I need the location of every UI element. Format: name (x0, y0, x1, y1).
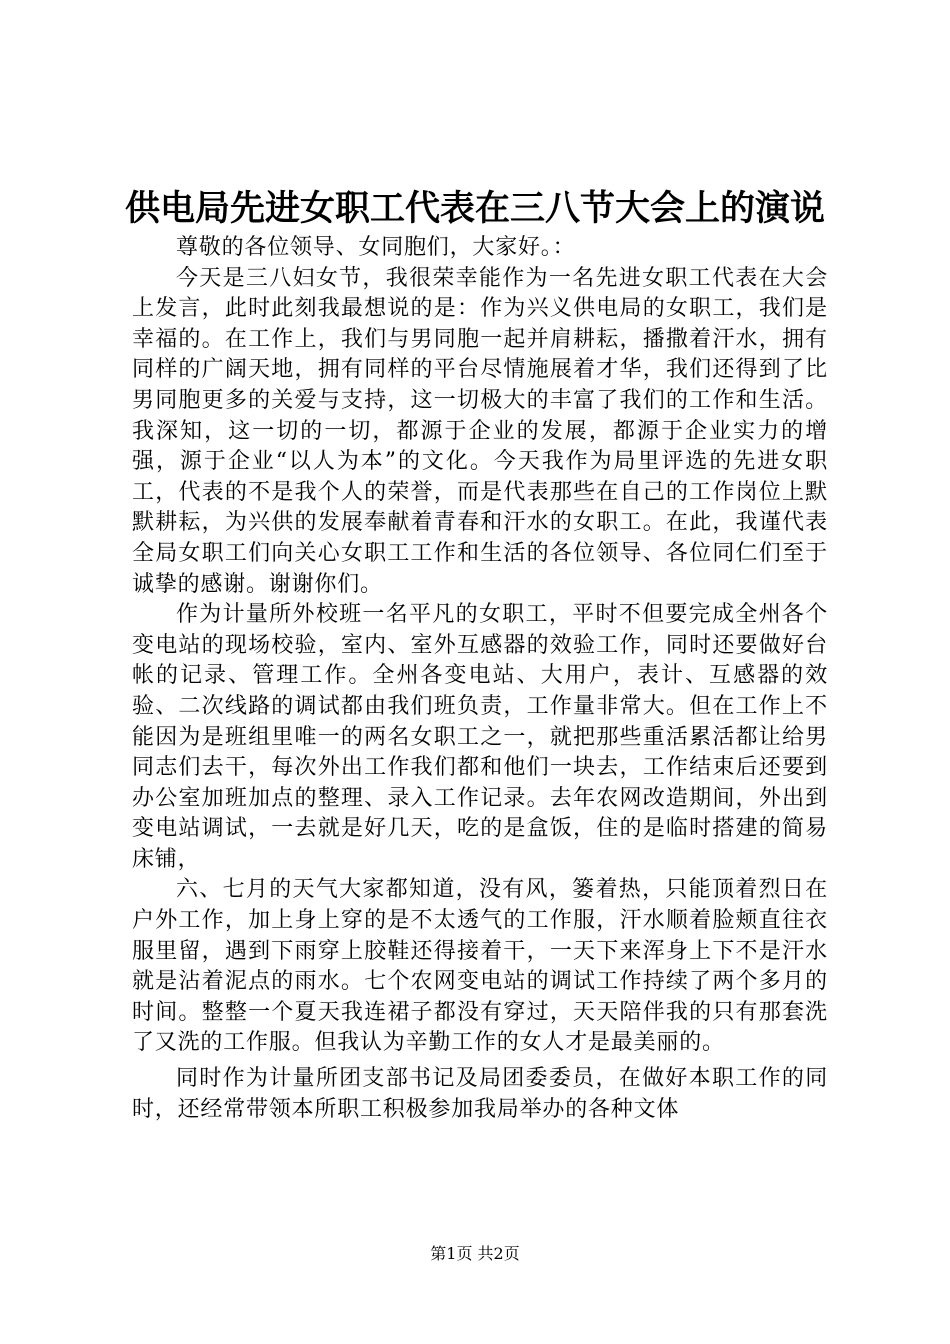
paragraph-intro: 今天是三八妇女节，我很荣幸能作为一名先进女职工代表在大会上发言，此时此刻我最想说的是：作为兴义供电局的女职工，我们是幸福的。在工作上，我们与男同胞一起并肩耕耘，播撒着汗水，拥有同样的广阔天地，拥有同样的平台尽情施展着才华，我们还得到了比男同胞更多的关爱与支持，这一切极大的丰富了我们的工作和生活。我深知，这一切的一切，都源于企业的发展，都源于企业实力的增强，源于企业“以人为本”的文化。今天我作为局里评选的先进女职工，代表的不是我个人的荣誉，而是代表那些在自己的工作岗位上默默耕耘，为兴供的发展奉献着青春和汗水的女职工。在此，我谨代表全局女职工们向关心女职工工作和生活的各位领导、各位同仁们至于诚挚的感谢。谢谢你们。 (132, 265, 828, 597)
paragraph-greeting: 尊敬的各位领导、女同胞们，大家好。： (176, 235, 576, 260)
document-body (132, 233, 828, 1125)
document-title: 供电局先进女职工代表在三八节大会上的演说 (124, 188, 825, 229)
paragraph-league: 同时作为计量所团支部书记及局团委委员，在做好本职工作的同时，还经常带领本所职工积极参加我局举办的各种文体 (132, 1066, 828, 1122)
paragraph-work: 作为计量所外校班一名平凡的女职工，平时不但要完成全州各个变电站的现场校验，室内、室外互感器的效验工作，同时还要做好台帐的记录、管理工作。全州各变电站、大用户，表计、互感器的效验、二次线路的调试都由我们班负责，工作量非常大。但在工作上不能因为是班组里唯一的两名女职工之一，就把那些重活累活都让给男同志们去干，每次外出工作我们都和他们一块去，工作结束后还要到办公室加班加点的整理、录入工作记录。去年农网改造期间，外出到变电站调试，一去就是好几天，吃的是盒饭，住的是临时搭建的简易床铺， (132, 602, 828, 872)
paragraph-summer: 六、七月的天气大家都知道，没有风，篓着热，只能顶着烈日在户外工作，加上身上穿的是不太透气的工作服，汗水顺着脸颊直往衣服里留，遇到下雨穿上胶鞋还得接着干，一天下来浑身上下不是汗水就是沾着泥点的雨水。七个农网变电站的调试工作持续了两个多月的时间。整整一个夏天我连裙子都没有穿过，天天陪伴我的只有那套洗了又洗的工作服。但我认为辛勤工作的女人才是最美丽的。 (132, 877, 828, 1056)
page-footer: 第1页 共2页 (430, 1244, 520, 1263)
